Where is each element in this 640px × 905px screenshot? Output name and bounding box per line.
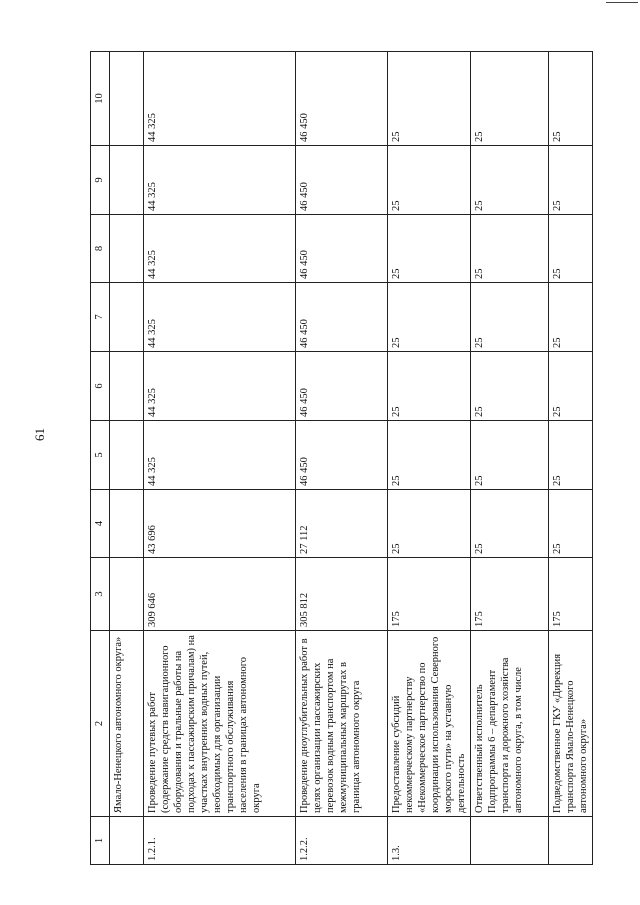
table-cell <box>110 352 144 421</box>
row-value: 25 <box>471 283 549 352</box>
row-value: 25 <box>549 146 593 215</box>
table-row <box>388 52 471 865</box>
row-value: 44 325 <box>144 215 296 283</box>
table-cell <box>110 52 144 146</box>
budget-table-container <box>90 52 590 865</box>
row-value: 25 <box>549 490 593 558</box>
row-value: 46 450 <box>296 146 388 215</box>
table-cell <box>110 283 144 352</box>
row-value: 25 <box>388 146 471 215</box>
table-row <box>296 52 388 865</box>
row-value: 25 <box>471 421 549 490</box>
row-description: Ответственный исполнитель Подпрограммы 6 – департамент транспорта и дорожного хозяйства автономного округа, в том числе <box>471 631 549 817</box>
table-cell <box>110 215 144 283</box>
row-value: 309 646 <box>144 558 296 631</box>
table-row <box>471 52 549 865</box>
row-code: 1.2.1. <box>144 817 296 865</box>
row-description: Предоставление субсидий некоммерческому партнерству «Некоммерческое партнерство по координации использования Северного морского пути» на уставную деятельность <box>388 631 471 817</box>
row-value: 175 <box>471 558 549 631</box>
table-cell <box>110 490 144 558</box>
row-value: 46 450 <box>296 215 388 283</box>
column-header: 7 <box>91 283 110 352</box>
row-value: 27 112 <box>296 490 388 558</box>
header-row <box>91 52 110 865</box>
row-value: 25 <box>549 352 593 421</box>
row-value: 25 <box>549 52 593 146</box>
row-value: 43 696 <box>144 490 296 558</box>
column-header: 1 <box>91 817 110 865</box>
row-code <box>549 817 593 865</box>
row-value: 305 812 <box>296 558 388 631</box>
row-description: Подведомственное ГКУ «Дирекция транспорта Ямало-Ненецкого автономного округа» <box>549 631 593 817</box>
row-value: 44 325 <box>144 352 296 421</box>
row-value: 44 325 <box>144 146 296 215</box>
column-header: 8 <box>91 215 110 283</box>
budget-table <box>90 51 593 865</box>
row-value: 25 <box>471 490 549 558</box>
column-header: 3 <box>91 558 110 631</box>
row-value: 25 <box>471 52 549 146</box>
row-value: 46 450 <box>296 352 388 421</box>
row-value: 25 <box>471 352 549 421</box>
table-row <box>549 52 593 865</box>
row-value: 25 <box>388 421 471 490</box>
row-value: 25 <box>549 283 593 352</box>
row-value: 25 <box>549 421 593 490</box>
row-value: 25 <box>549 215 593 283</box>
row-value: 25 <box>471 146 549 215</box>
table-cell <box>110 146 144 215</box>
row-value: 175 <box>388 558 471 631</box>
row-value: 25 <box>388 52 471 146</box>
table-row <box>144 52 296 865</box>
column-header: 2 <box>91 631 110 817</box>
page-number: 61 <box>32 428 47 441</box>
row-value: 46 450 <box>296 52 388 146</box>
column-header: 5 <box>91 421 110 490</box>
row-description: Проведение дноуглубительных работ в целях организации пассажирских перевозок водным транспортом на межмуниципальных маршрутах в границах автономного округа <box>296 631 388 817</box>
top-rule <box>606 2 638 3</box>
row-value: 46 450 <box>296 283 388 352</box>
row-value: 175 <box>549 558 593 631</box>
row-description: Проведение путевых работ (содержание средств навигационного оборудования и тральные работы на подходах к пассажирским причалам) на участках внутренних водных путей, необходимых для организации транспортного обслуживания населения в границах автономного округа <box>144 631 296 817</box>
column-header: 10 <box>91 52 110 146</box>
column-header: 4 <box>91 490 110 558</box>
row-value: 44 325 <box>144 421 296 490</box>
row-value: 44 325 <box>144 52 296 146</box>
row-code: 1.2.2. <box>296 817 388 865</box>
row-value: 25 <box>388 490 471 558</box>
row-value: 25 <box>388 352 471 421</box>
row-value: 44 325 <box>144 283 296 352</box>
column-header: 6 <box>91 352 110 421</box>
row-value: 46 450 <box>296 421 388 490</box>
column-header: 9 <box>91 146 110 215</box>
table-cell <box>110 558 144 631</box>
row-code: 1.3. <box>388 817 471 865</box>
table-cell <box>110 421 144 490</box>
section-row <box>110 52 144 865</box>
row-value: 25 <box>388 215 471 283</box>
row-value: 25 <box>471 215 549 283</box>
section-title: Ямало-Ненецкого автономного округа» <box>110 631 144 817</box>
row-code <box>471 817 549 865</box>
table-cell <box>110 817 144 865</box>
row-value: 25 <box>388 283 471 352</box>
